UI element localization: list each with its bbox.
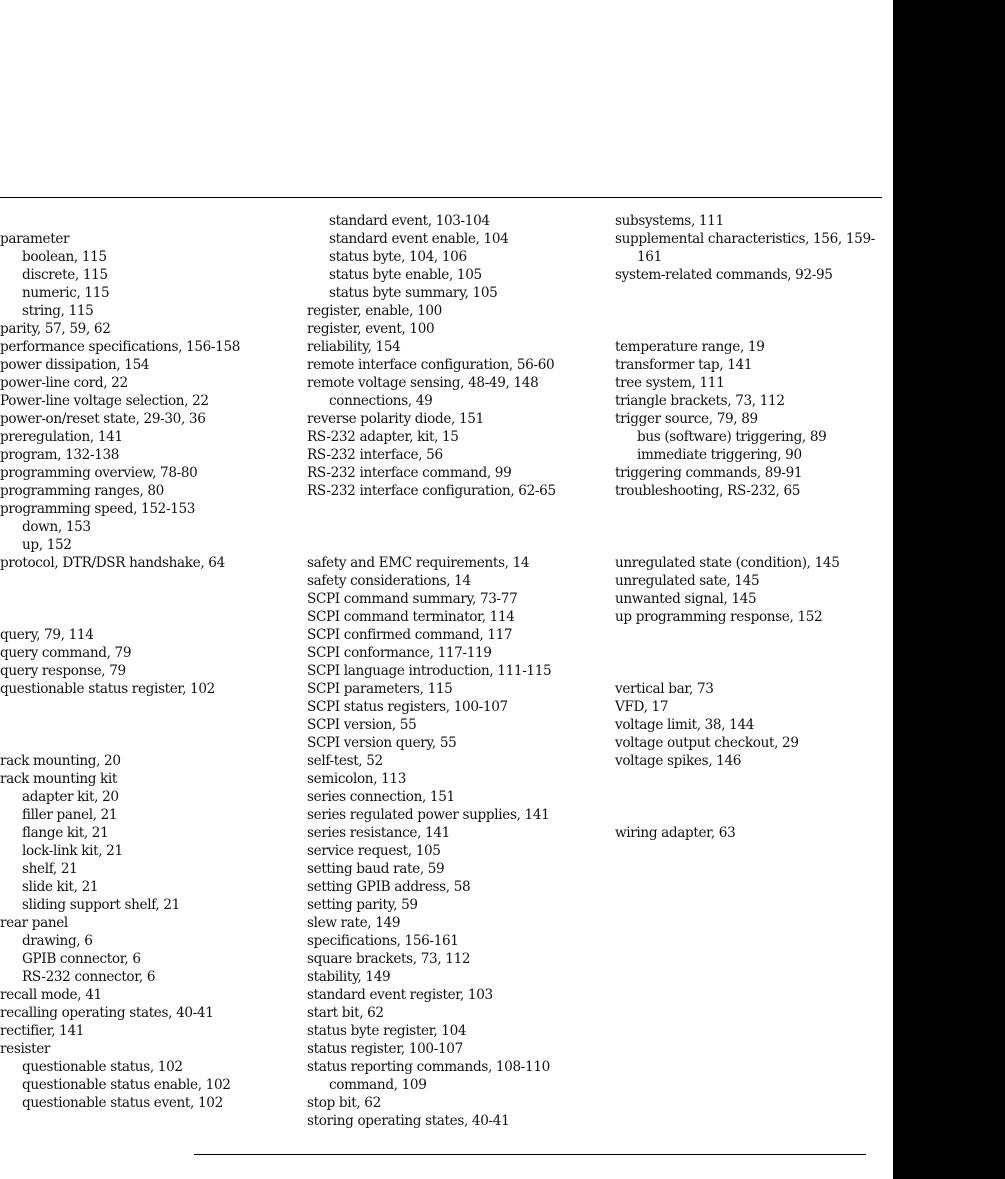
index-subentry: questionable status event, 102 (22, 1095, 223, 1111)
index-entry: RS-232 interface, 56 (307, 447, 443, 463)
index-entry: performance specifications, 156-158 (0, 339, 241, 355)
index-subentry: sliding support shelf, 21 (22, 897, 180, 913)
index-subentry: status byte enable, 105 (329, 267, 482, 283)
index-entry: protocol, DTR/DSR handshake, 64 (0, 555, 225, 571)
index-subentry: GPIB connector, 6 (22, 951, 141, 967)
index-subentry: RS-232 connector, 6 (22, 969, 156, 985)
index-entry: reliability, 154 (307, 339, 401, 355)
index-entry: SCPI version query, 55 (307, 735, 457, 751)
index-entry: slew rate, 149 (307, 915, 401, 931)
index-entry: power-on/reset state, 29-30, 36 (0, 411, 206, 427)
index-subentry: drawing, 6 (22, 933, 93, 949)
index-entry: transformer tap, 141 (615, 357, 753, 373)
index-subentry: lock-link kit, 21 (22, 843, 123, 859)
index-entry: program, 132-138 (0, 447, 120, 463)
index-entry: SCPI command summary, 73-77 (307, 591, 518, 607)
index-entry: supplemental characteristics, 156, 159- (615, 231, 875, 247)
index-subentry: questionable status, 102 (22, 1059, 183, 1075)
index-entry: up programming response, 152 (615, 609, 823, 625)
index-entry: series connection, 151 (307, 789, 455, 805)
index-entry: system-related commands, 92-95 (615, 267, 833, 283)
index-entry: reverse polarity diode, 151 (307, 411, 484, 427)
index-entry: power-line cord, 22 (0, 375, 128, 391)
index-entry: programming speed, 152-153 (0, 501, 196, 517)
index-entry: triggering commands, 89-91 (615, 465, 803, 481)
index-entry: parity, 57, 59, 62 (0, 321, 111, 337)
index-entry: safety and EMC requirements, 14 (307, 555, 530, 571)
index-entry: SCPI status registers, 100-107 (307, 699, 508, 715)
index-entry: RS-232 interface command, 99 (307, 465, 512, 481)
index-entry: SCPI parameters, 115 (307, 681, 453, 697)
index-entry: series resistance, 141 (307, 825, 450, 841)
index-entry: query command, 79 (0, 645, 132, 661)
index-entry: stability, 149 (307, 969, 391, 985)
index-subentry: standard event enable, 104 (329, 231, 509, 247)
index-entry: questionable status register, 102 (0, 681, 215, 697)
index-entry: standard event register, 103 (307, 987, 493, 1003)
index-subentry: numeric, 115 (22, 285, 110, 301)
index-subentry: standard event, 103-104 (329, 213, 490, 229)
index-entry: register, event, 100 (307, 321, 435, 337)
index-entry: SCPI conformance, 117-119 (307, 645, 492, 661)
index-entry: setting GPIB address, 58 (307, 879, 471, 895)
index-entry: resister (0, 1041, 51, 1057)
index-entry: start bit, 62 (307, 1005, 384, 1021)
index-subentry: up, 152 (22, 537, 72, 553)
index-entry: series regulated power supplies, 141 (307, 807, 550, 823)
index-entry: semicolon, 113 (307, 771, 407, 787)
index-entry: voltage output checkout, 29 (615, 735, 799, 751)
index-entry: programming ranges, 80 (0, 483, 164, 499)
index-entry: unregulated sate, 145 (615, 573, 760, 589)
index-entry: triangle brackets, 73, 112 (615, 393, 785, 409)
index-entry: query, 79, 114 (0, 627, 94, 643)
index-entry: storing operating states, 40-41 (307, 1113, 510, 1129)
index-subentry: 161 (637, 249, 662, 265)
index-entry: register, enable, 100 (307, 303, 442, 319)
index-entry: recalling operating states, 40-41 (0, 1005, 214, 1021)
index-subentry: command, 109 (329, 1077, 427, 1093)
index-entry: remote voltage sensing, 48-49, 148 (307, 375, 539, 391)
index-entry: square brackets, 73, 112 (307, 951, 471, 967)
index-entry: tree system, 111 (615, 375, 725, 391)
index-entry: trigger source, 79, 89 (615, 411, 758, 427)
index-entry: query response, 79 (0, 663, 126, 679)
index-entry: VFD, 17 (615, 699, 669, 715)
index-entry: vertical bar, 73 (615, 681, 714, 697)
index-entry: SCPI command terminator, 114 (307, 609, 515, 625)
index-subentry: questionable status enable, 102 (22, 1077, 231, 1093)
index-subentry: shelf, 21 (22, 861, 78, 877)
page-edge-tab (893, 0, 1005, 1179)
index-entry: rack mounting, 20 (0, 753, 121, 769)
index-entry: RS-232 interface configuration, 62-65 (307, 483, 556, 499)
index-entry: Power-line voltage selection, 22 (0, 393, 209, 409)
index-entry: voltage spikes, 146 (615, 753, 742, 769)
index-subentry: slide kit, 21 (22, 879, 99, 895)
index-subentry: adapter kit, 20 (22, 789, 119, 805)
index-entry: preregulation, 141 (0, 429, 123, 445)
index-entry: status reporting commands, 108-110 (307, 1059, 550, 1075)
index-entry: temperature range, 19 (615, 339, 765, 355)
index-entry: power dissipation, 154 (0, 357, 150, 373)
index-entry: remote interface configuration, 56-60 (307, 357, 555, 373)
index-entry: setting baud rate, 59 (307, 861, 445, 877)
index-entry: setting parity, 59 (307, 897, 418, 913)
index-entry: rectifier, 141 (0, 1023, 85, 1039)
index-subentry: string, 115 (22, 303, 94, 319)
index-subentry: flange kit, 21 (22, 825, 109, 841)
index-entry: unwanted signal, 145 (615, 591, 757, 607)
index-entry: SCPI version, 55 (307, 717, 417, 733)
index-subentry: down, 153 (22, 519, 91, 535)
index-entry: subsystems, 111 (615, 213, 724, 229)
index-entry: unregulated state (condition), 145 (615, 555, 840, 571)
index-entry: wiring adapter, 63 (615, 825, 736, 841)
index-entry: SCPI confirmed command, 117 (307, 627, 513, 643)
index-entry: stop bit, 62 (307, 1095, 381, 1111)
index-entry: status register, 100-107 (307, 1041, 463, 1057)
index-entry: parameter (0, 231, 70, 247)
footer-rule (194, 1154, 866, 1155)
index-subentry: boolean, 115 (22, 249, 107, 265)
index-subentry: discrete, 115 (22, 267, 108, 283)
header-rule (0, 197, 882, 198)
index-entry: status byte register, 104 (307, 1023, 467, 1039)
index-subentry: filler panel, 21 (22, 807, 118, 823)
index-entry: rack mounting kit (0, 771, 118, 787)
index-entry: SCPI language introduction, 111-115 (307, 663, 552, 679)
index-entry: programming overview, 78-80 (0, 465, 198, 481)
index-entry: recall mode, 41 (0, 987, 102, 1003)
index-subentry: connections, 49 (329, 393, 433, 409)
index-entry: safety considerations, 14 (307, 573, 471, 589)
index-subentry: bus (software) triggering, 89 (637, 429, 827, 445)
index-subentry: status byte summary, 105 (329, 285, 498, 301)
index-subentry: status byte, 104, 106 (329, 249, 467, 265)
index-entry: voltage limit, 38, 144 (615, 717, 755, 733)
index-entry: RS-232 adapter, kit, 15 (307, 429, 459, 445)
index-subentry: immediate triggering, 90 (637, 447, 802, 463)
index-entry: rear panel (0, 915, 68, 931)
index-entry: self-test, 52 (307, 753, 383, 769)
index-entry: service request, 105 (307, 843, 441, 859)
index-entry: specifications, 156-161 (307, 933, 459, 949)
index-entry: troubleshooting, RS-232, 65 (615, 483, 801, 499)
